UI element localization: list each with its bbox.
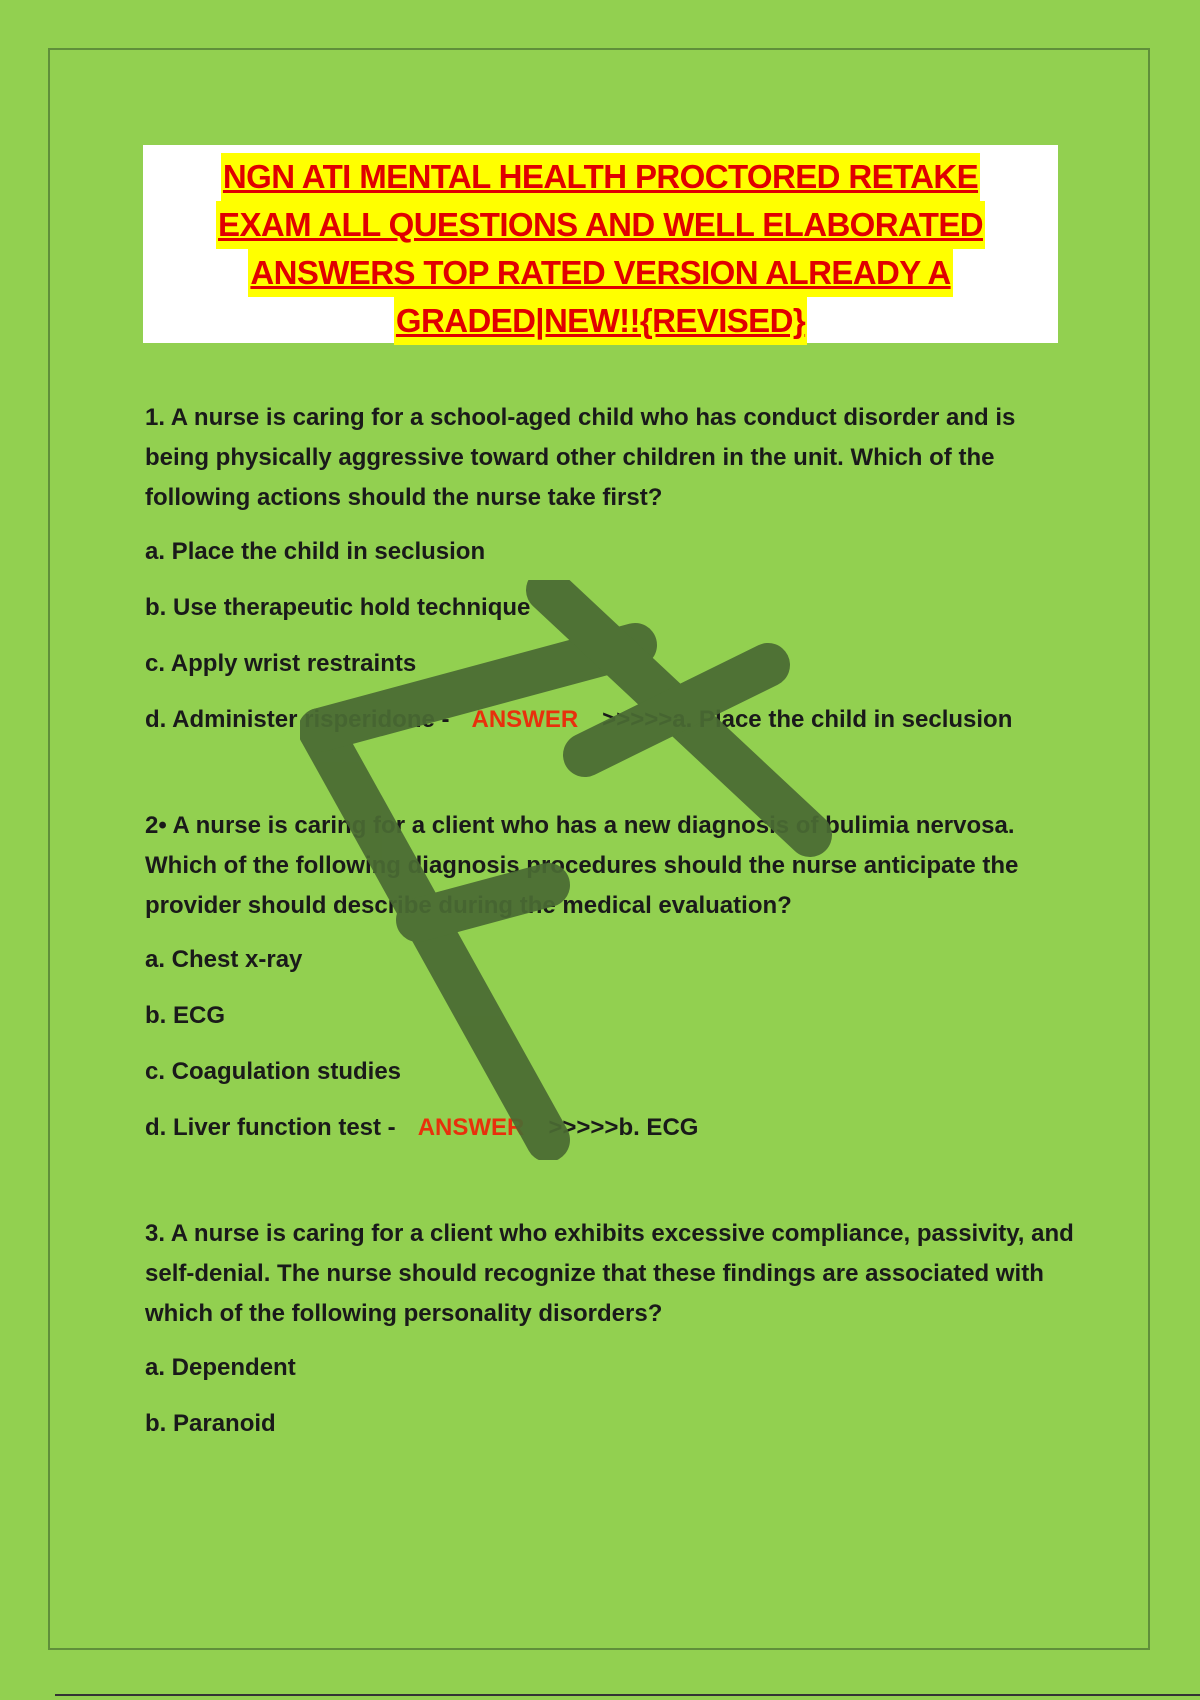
answer-option: b. Paranoid [145, 1410, 276, 1437]
title-line: EXAM ALL QUESTIONS AND WELL ELABORATED [216, 201, 985, 249]
title-line: ANSWERS TOP RATED VERSION ALREADY A [248, 249, 952, 297]
title-line: NGN ATI MENTAL HEALTH PROCTORED RETAKE [221, 153, 980, 201]
question-text: 3. A nurse is caring for a client who exhibits excessive compliance, passivity, and self-denial. The nurse should recognize that these findings are associated with which of the following personality disorders? [145, 1220, 1074, 1327]
answer-label: ANSWER [471, 706, 579, 733]
answer-option: a. Place the child in seclusion [145, 538, 486, 565]
document-title [143, 145, 1058, 343]
answer-option-with-key [145, 700, 1075, 740]
answer-option-text: d. Liver function test - [145, 1114, 396, 1141]
answer-option: c. Coagulation studies [145, 1058, 402, 1085]
answer-option: b. ECG [145, 1002, 226, 1029]
question-list [145, 398, 1075, 1510]
answer-option: a. Dependent [145, 1354, 296, 1381]
answer-text: >>>>>b. ECG [548, 1114, 699, 1141]
answer-option-with-key [145, 1108, 1075, 1148]
question-2 [145, 806, 1075, 1148]
title-line: GRADED|NEW!!{REVISED} [394, 297, 807, 345]
answer-option-text: d. Administer risperidone - [145, 706, 450, 733]
question-text: 2• A nurse is caring for a client who has a new diagnosis of bulimia nervosa. Which of the following diagnosis procedures should the nurse anticipate the provider should describe during the medical evaluation? [145, 812, 1019, 919]
question-1 [145, 398, 1075, 740]
question-3 [145, 1214, 1075, 1444]
answer-option: a. Chest x-ray [145, 946, 303, 973]
answer-text: >>>>>a. Place the child in seclusion [602, 706, 1013, 733]
answer-option: c. Apply wrist restraints [145, 650, 417, 677]
answer-label: ANSWER [417, 1114, 525, 1141]
answer-option: b. Use therapeutic hold technique [145, 594, 531, 621]
footer-divider [55, 1694, 1200, 1696]
question-text: 1. A nurse is caring for a school-aged child who has conduct disorder and is being physically aggressive toward other children in the unit. Which of the following actions should the nurse take first? [145, 404, 1016, 511]
